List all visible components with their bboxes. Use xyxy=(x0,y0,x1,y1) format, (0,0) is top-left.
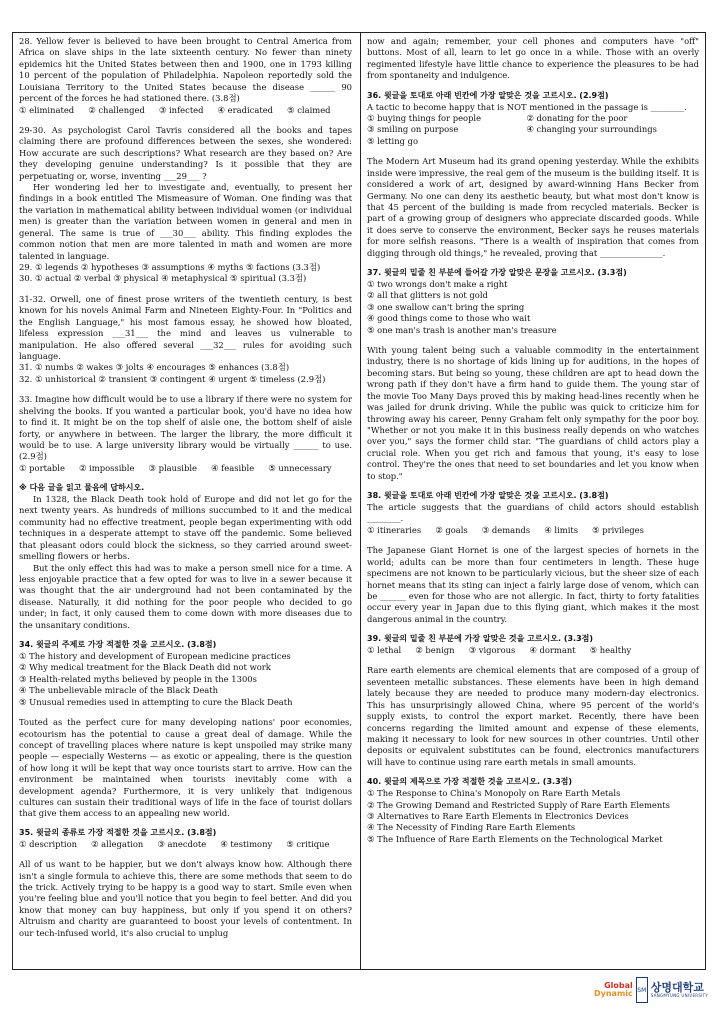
question-35 xyxy=(19,717,352,850)
black-death-para1: In 1328, the Black Death took hold of Europe and did not let go for the next twenty years. As hundreds of millions succumbed to it and the medical community had no effective treatment, people began experimenting with odd techniques in a desperate attempt to stave off the pandemic. Some believed that pleasant odors could block the sickness, so they carried around sweet-smelling flowers or herbs. xyxy=(19,494,352,562)
happiness-passage-cont: now and again; remember, your cell phones and computers have "off" buttons. Most of all, learn to let go once in a while. Those with an overly regimented lifestyle have little chance to experience the pleasures to be had from spontaneity and indulgence. xyxy=(367,36,699,81)
option[interactable]: ④ changing your surroundings xyxy=(526,124,657,135)
set-header: ※ 다음 글을 읽고 물음에 답하시오. xyxy=(19,483,145,493)
happiness-continued xyxy=(367,36,699,82)
q28-options xyxy=(19,105,352,116)
option[interactable]: ① lethal xyxy=(367,645,402,656)
q29-30-para1: 29-30. As psychologist Carol Tavris considered all the books and tapes claiming there are profound differences between the sexes, she wondered: How accurate are such descriptions? What research are they based on? Are they developing genuine understanding? Is it possible that they are perpetuating or, worse, inventing ___29___ ? xyxy=(19,124,352,181)
q39-options xyxy=(367,645,699,656)
option[interactable]: ③ infected xyxy=(158,104,204,115)
option[interactable]: ③ plausible xyxy=(148,462,197,473)
question-29-30 xyxy=(19,125,352,285)
university-name-korean: 상명대학교 xyxy=(650,980,704,994)
option[interactable]: ② allegation xyxy=(91,838,144,849)
museum-passage-block xyxy=(367,156,699,259)
option[interactable]: ② The Growing Demand and Restricted Supply of Rare Earth Elements xyxy=(367,799,670,810)
hornet-passage: The Japanese Giant Hornet is one of the largest species of hornets in the world; adults can be more than four centimeters in length. These huge specimens are not known to be particularly vicious, but the sheer size of each hornet means that its sting can inject a fairly large dose of venom, which can be ______ even for those who are not allergic. In fact, thirty to forty fatalities occur every year in Japan due to this flying giant, which makes it the most dangerous animal in the country. xyxy=(367,545,699,624)
option[interactable]: ④ The unbelievable miracle of the Black Death xyxy=(19,685,219,696)
option[interactable]: ② donating for the poor xyxy=(526,112,628,123)
q36-stem: A tactic to become happy that is NOT mentioned in the passage is ________. xyxy=(367,101,687,112)
option[interactable]: ⑤ privileges xyxy=(592,524,644,535)
option[interactable]: ⑤ healthy xyxy=(589,645,632,656)
q35-options xyxy=(19,839,352,850)
option[interactable]: ③ smiling on purpose xyxy=(367,124,459,135)
exam-page-frame xyxy=(12,32,706,970)
q29-options[interactable]: 29. ① legends ② hypotheses ③ assumptions ④ myths ⑤ factions (3.3점) xyxy=(19,262,321,273)
q38-stem: The article suggests that the guardians of child actors should establish ________. xyxy=(367,501,699,524)
option[interactable]: ④ The Necessity of Finding Rare Earth Elements xyxy=(367,822,576,833)
option[interactable]: ⑤ letting go xyxy=(367,135,419,146)
option[interactable]: ② all that glitters is not gold xyxy=(367,290,488,301)
happiness-passage: All of us want to be happier, but we don't always know how. Although there isn't a single formula to achieve this, there are some methods that seem to do the trick. Actively trying to be happy is a good way to start. Smile even when you're feeling blue and you'll notice that you begin to feel better. And did you know that money can buy happiness, but only if you spend it on others? Altruism and charity are guaranteed to boost your levels of contentment. In our tech-infused world, it's also crucial to unplug xyxy=(19,859,352,938)
logo-slogan-line2: Dynamic xyxy=(594,989,633,998)
column-divider xyxy=(360,33,361,969)
option[interactable]: ③ anecdote xyxy=(157,838,207,849)
question-28 xyxy=(19,36,352,116)
question-37 xyxy=(367,268,699,336)
q34-prompt: 34. 윗글의 주제로 가장 적절한 것을 고르시오. (3.8점) xyxy=(19,640,217,650)
black-death-para2: But the only effect this had was to make a person smell nice for a time. A less enjoyable practice that a few opted for was to live in a sewer because it was thought that the air underground had not been contaminated by the disease. Naturally, it did nothing for the poor people who decided to go under; in fact, it only caused them to come down with more diseases due to the unsanitary conditions. xyxy=(19,562,352,630)
ecotourism-passage: Touted as the perfect cure for many developing nations' poor economies, ecotourism has the potential to cause a great deal of damage. While the concept of travelling places where nature is kept unspoiled may strike many people — especially Westerns — as exotic or appealing, there is the question of how long it will be kept that way once tourists start to arrive. How can the environment be maintained when tourists inevitably come with a development agenda? Furthermore, it is very unlikely that indigenous cultures can sustain their traditional ways of life in the face of tourist dollars that give them access to an appealing new world. xyxy=(19,717,352,819)
option[interactable]: ③ demands xyxy=(481,524,531,535)
child-actors-passage: With young talent being such a valuable commodity in the entertainment industry, there is no shortage of kids lining up for auditions, in the hopes of becoming stars. But being so young, these children are apt to head down the wrong path if they don't have a firm hand to guide them. The young star of the movie Too Many Days proved this by making head-lines recently when he was jailed for drunk driving. While the public was quick to criticize him for throwing away his career, Penny Graham felt only sympathy for the poor boy. "Whether or not you make it in this business really depends on who watches over you," says the former child star. "The guardians of child actors play a crucial role. When you get rich and famous that young, it's easy to lose control. They're the ones that need to set boundaries and let you know when to stop." xyxy=(367,345,699,481)
black-death-set xyxy=(19,483,352,631)
option[interactable]: ① portable xyxy=(19,462,65,473)
logo-slogan xyxy=(594,982,633,999)
option[interactable]: ② Why medical treatment for the Black Death did not work xyxy=(19,662,271,673)
option[interactable]: ① buying things for people xyxy=(367,112,482,123)
option[interactable]: ① description xyxy=(19,838,77,849)
question-31-32 xyxy=(19,294,352,385)
option[interactable]: ① eliminated xyxy=(19,104,75,115)
q33-options xyxy=(19,463,352,474)
option[interactable]: ② benign xyxy=(415,645,455,656)
option[interactable]: ⑤ unnecessary xyxy=(268,462,332,473)
q38-options xyxy=(367,525,699,536)
option[interactable]: ④ dormant xyxy=(529,645,576,656)
question-38 xyxy=(367,491,699,536)
question-36 xyxy=(367,91,699,148)
option[interactable]: ⑤ one man's trash is another man's treasure xyxy=(367,324,557,335)
university-name xyxy=(651,982,708,998)
option[interactable]: ② challenged xyxy=(88,104,145,115)
child-actors-passage-block xyxy=(367,345,699,482)
rare-earth-passage: Rare earth elements are chemical elements that are composed of a group of seventeen metallic substances. These elements have been in high demand lately because they are needed to produce many modern-day electronics. This has unsurprisingly allowed China, where 95 percent of the world's supply exists, to control the export market. Recently, there have been concerns regarding the limited amount and expense of these elements, making it necessary to look for new sources in other countries. Until other deposits or equivalent substitutes can be found, electronics manufacturers will have to continue using rare earth metals in small amounts. xyxy=(367,665,699,767)
hornet-passage-block xyxy=(367,545,699,625)
rare-earth-passage-block xyxy=(367,665,699,768)
option[interactable]: ④ good things come to those who wait xyxy=(367,313,531,324)
option[interactable]: ④ limits xyxy=(544,524,579,535)
option[interactable]: ⑤ critique xyxy=(286,838,330,849)
left-column xyxy=(19,36,352,948)
option[interactable]: ① two wrongs don't make a right xyxy=(367,278,508,289)
question-40 xyxy=(367,777,699,845)
q40-options xyxy=(367,788,699,845)
q37-prompt: 37. 윗글의 밑줄 친 부분에 들어갈 가장 알맞은 문장을 고르시오. (3.3점) xyxy=(367,268,627,278)
option[interactable]: ④ feasible xyxy=(210,462,255,473)
option[interactable]: ③ Health-related myths believed by people in the 1300s xyxy=(19,673,257,684)
q35-prompt: 35. 윗글의 종류로 가장 적절한 것을 고르시오. (3.8점) xyxy=(19,827,217,837)
option[interactable]: ④ eradicated xyxy=(217,104,274,115)
q30-options[interactable]: 30. ① actual ② verbal ③ physical ④ metaphysical ⑤ spiritual (3.3점) xyxy=(19,273,307,284)
option[interactable]: ⑤ claimed xyxy=(287,104,331,115)
option[interactable]: ① The Response to China's Monopoly on Rare Earth Metals xyxy=(367,788,621,799)
option[interactable]: ② goals xyxy=(435,524,468,535)
question-34 xyxy=(19,640,352,708)
right-column xyxy=(367,36,699,854)
question-33 xyxy=(19,394,352,474)
option[interactable]: ③ one swallow can't bring the spring xyxy=(367,301,525,312)
logo-slogan-line1: Global xyxy=(604,980,633,990)
option[interactable]: ⑤ The Influence of Rare Earth Elements on the Technological Market xyxy=(367,833,663,844)
q31-options[interactable]: 31. ① numbs ② wakes ③ jolts ④ encourages ⑤ enhances (3.8점) xyxy=(19,362,290,373)
university-name-english: SANGMYUNG UNIVERSITY xyxy=(650,992,709,998)
q40-prompt: 40. 윗글의 제목으로 가장 적절한 것을 고르시오. (3.3점) xyxy=(367,777,573,787)
q37-options xyxy=(367,279,699,336)
q36-prompt: 36. 윗글을 토대로 아래 빈칸에 가장 알맞은 것을 고르시오. (2.9점) xyxy=(367,90,609,100)
option[interactable]: ① itineraries xyxy=(367,524,422,535)
q31-32-passage: 31-32. Orwell, one of finest prose writers of the twentieth century, is best known for his novels Animal Farm and Nineteen Eighty-Four. In "Politics and the English Language," his most famous essay, he showed how bloated, lifeless expression ___31___ the mind and leaves us vulnerable to manipulation. He also offered several ___32___ rules for avoiding such language. xyxy=(19,293,352,361)
question-39 xyxy=(367,634,699,656)
q38-prompt: 38. 윗글을 토대로 아래 빈칸에 가장 알맞은 것을 고르시오. (3.8점) xyxy=(367,491,609,501)
q34-options xyxy=(19,651,352,708)
option[interactable]: ③ vigorous xyxy=(468,645,516,656)
q28-passage: 28. Yellow fever is believed to have been brought to Central America from Africa on slave ships in the late sixteenth century. No fewer than ninety epidemics hit the United States between then and 1900, one in 1793 killing 10 percent of the population of Philadelphia. Napoleon reportedly sold the Louisiana Territory to the United States because the disease ______ 90 percent of the forces he had stationed there. (3.8점) xyxy=(19,36,352,104)
option[interactable]: ④ testimony xyxy=(220,838,273,849)
option[interactable]: ① The history and development of European medicine practices xyxy=(19,651,291,661)
q33-passage: 33. Imagine how difficult would be to use a library if there were no system for shelving the books. If you wanted a particular book, you'd have no idea how to find it. It might be on the top shelf of aisle one, the bottom shelf of aisle forty, or anywhere in between. The larger the library, the more difficult it would be to use. A large university library would be virtually ______ to use. (2.9점) xyxy=(19,394,352,462)
museum-passage: The Modern Art Museum had its grand opening yesterday. While the exhibits inside were impressive, the real gem of the museum is the building itself. It is considered a work of art, designed by award-winning Hans Becker from Germany. No one can deny its aesthetic beauty, but what most don't know is that 45 percent of the building is made from recycled materials. Becker is part of a growing group of designers who appreciate discarded goods. While it does serve to conserve the environment, Becker says he reuses materials for more selfish reasons. "There is a wealth of inspiration that comes from digging through old things," he revealed, proving that _______________. xyxy=(367,156,699,258)
q36-options xyxy=(367,113,699,147)
q29-30-para2: Her wondering led her to investigate and, eventually, to present her findings in a book entitled The Mismeasure of Woman. One finding was that the variation in mathematical ability between individual women (or individual men) is greater than the variation between women in general and men in general. The same is true of ___30___ ability. This finding explodes the common notion that men are more talented in math and women are more talented in language. xyxy=(19,182,352,261)
happiness-passage-block xyxy=(19,859,352,939)
option[interactable]: ⑤ Unusual remedies used in attempting to cure the Black Death xyxy=(19,696,293,707)
university-logo xyxy=(594,974,710,1006)
option[interactable]: ② impossible xyxy=(78,462,135,473)
q32-options[interactable]: 32. ① unhistorical ② transient ③ contingent ④ urgent ⑤ timeless (2.9점) xyxy=(19,373,326,384)
option[interactable]: ③ Alternatives to Rare Earth Elements in Electronics Devices xyxy=(367,811,629,821)
university-seal-icon: SM xyxy=(636,977,648,1003)
q39-prompt: 39. 윗글의 밑줄 친 부분에 가장 알맞은 것을 고르시오. (3.3점) xyxy=(367,634,594,644)
